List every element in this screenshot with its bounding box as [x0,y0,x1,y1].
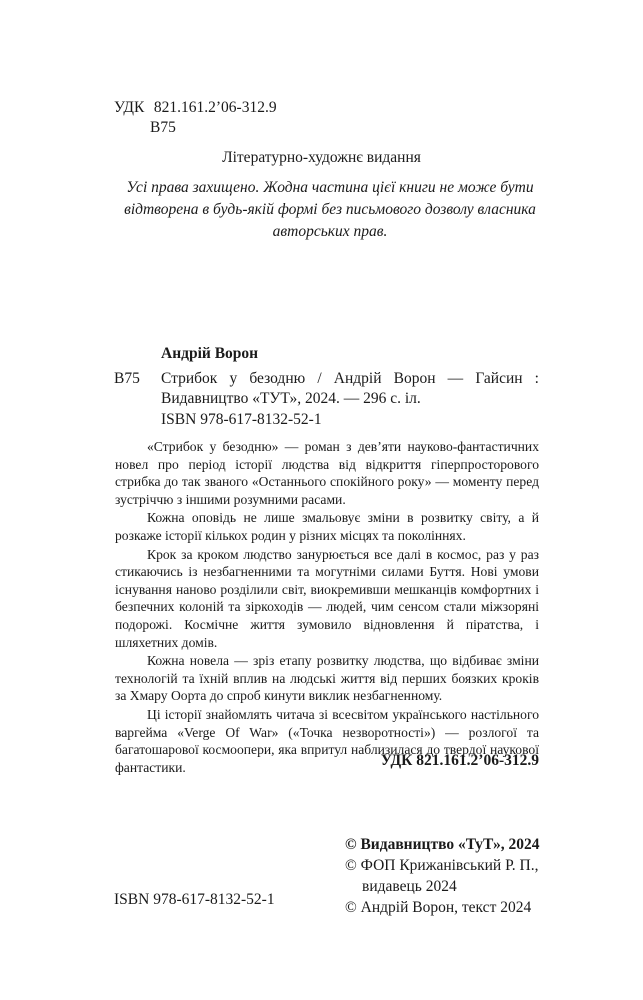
isbn-main: ISBN 978-617-8132-52-1 [161,411,322,428]
rights-notice: Усі права захищено. Жодна частина цієї книги не може бути відтворена в будь-якій формі без письмового дозволу власника авторських прав. [124,179,536,240]
copyright-author: © Андрій Ворон, текст 2024 [345,899,532,916]
udk-header [114,98,277,138]
bibliographic-mark: В75 [114,370,140,387]
author-mark: В75 [150,119,176,136]
annotation-paragraph: Кожна новела — зріз етапу розвитку людства, що відбиває зміни технологій та їхній вплив на людські життя від перших боязких кроків за Хмару Оорта до спроб кинути виклик незбагненному. [115,653,539,704]
copyright-block [345,834,539,918]
isbn-bottom: ISBN 978-617-8132-52-1 [114,891,275,908]
udk-full: УДК 821.161.2’06-312.9 [380,752,539,769]
copyright-fop: © ФОП Крижанівський Р. П., [345,857,539,874]
annotation [115,438,539,777]
annotation-paragraph: «Стрибок у безодню» — роман з дев’яти науково-фантастичних новел про період історії людства від відкриття гіперпросторового стрибка до так званого «Останнього спокійного року» — моменту перед зустріччю з іншими розумними расами. [115,439,539,507]
author-name: Андрій Ворон [161,345,259,362]
udk-code: 821.161.2’06-312.9 [153,99,277,116]
copyright-fop-publisher: видавець 2024 [362,878,457,895]
bibliographic-description: Стрибок у безодню / Андрій Ворон — Гайсин : Видавництво «ТУТ», 2024. — 296 с. іл. [161,370,539,407]
annotation-paragraph: Ці історії знайомлять читача зі всесвітом українського настільного варгейма «Verge Of War» («Точка незворотності») — розлогої та багатошарової космоопери, яка впритул наблизилася до твердої наукової фантастики. [115,706,539,775]
annotation-paragraph: Кожна оповідь не лише змальовує зміни в розвитку світу, а й розкаже історії кількох родин у різних місцях та поколіннях. [115,510,539,543]
genre-label: Літературно-художнє видання [222,149,421,166]
udk-label: УДК [114,99,145,116]
copyright-publisher: © Видавництво «ТуТ», 2024 [345,836,540,853]
annotation-paragraph: Крок за кроком людство занурюється все далі в космос, раз у раз стикаючись із незбагненними та могутніми силами Буття. Нові умови існування наново розділили світ, виокремивши мешканців комфортних і безпечних колоній та зіркоходів — людей, чим сенсом стали міжзоряні подорожі. Космічне життя зумовило відновлення й піратства, і шляхетних домів. [115,546,539,650]
